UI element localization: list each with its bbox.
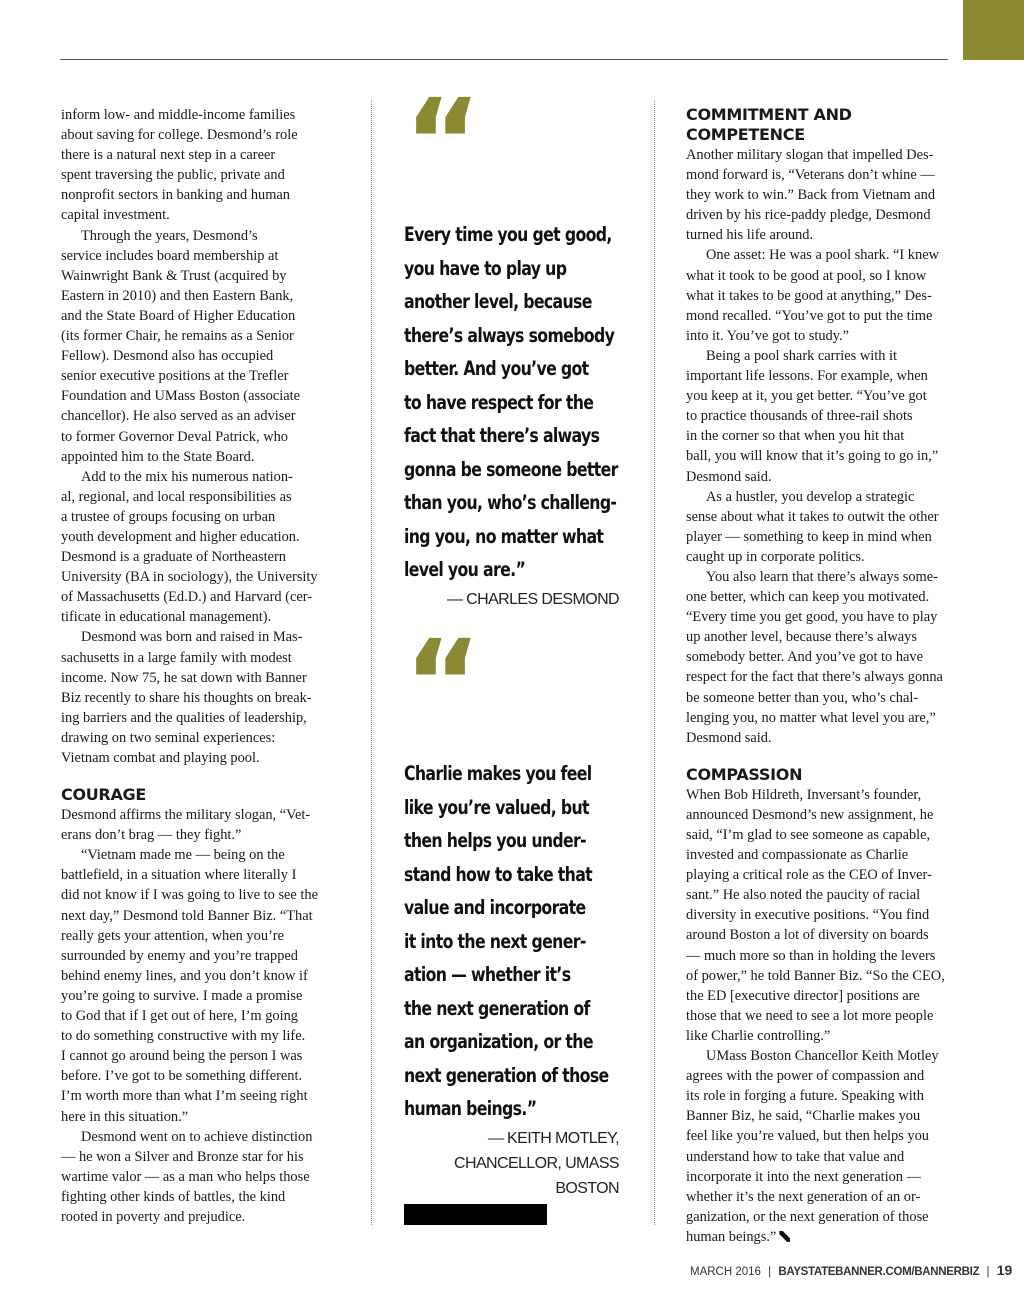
body-paragraph: Desmond affirms the military slogan, “Vet- erans don’t brag — they fight.” bbox=[61, 807, 311, 844]
footer-separator: | bbox=[768, 1266, 772, 1278]
issue-date: MARCH 2016 bbox=[690, 1266, 761, 1278]
corner-color-tab bbox=[963, 0, 1024, 60]
body-paragraph-last bbox=[686, 1046, 964, 1247]
pull-quote-attribution: — KEITH MOTLEY, CHANCELLOR, UMASS BOSTON bbox=[454, 1129, 619, 1197]
column-divider bbox=[371, 100, 372, 1225]
pull-quote bbox=[404, 73, 619, 612]
body-paragraph: Another military slogan that impelled Des- mond forward is, “Veterans don’t whine — they work to win.” Back from Vietnam and driven by his rice-paddy pledge, Desmond turned his life around. bbox=[686, 147, 936, 244]
quote-mark-icon: “ bbox=[404, 614, 476, 752]
column-divider bbox=[654, 100, 655, 1225]
left-column bbox=[61, 105, 337, 1227]
end-of-article-icon bbox=[779, 1231, 790, 1242]
body-paragraph: inform low- and middle-income families about saving for college. Desmond’s role there is a natural next step in a career spent traversing the public, private and nonprofit sectors in banking and human capital investment. bbox=[61, 107, 298, 224]
body-paragraph: When Bob Hildreth, Inversant’s founder, announced Desmond’s new assignment, he said, “I’m glad to see someone as capable, invested and compassionate as Charlie playing a critical role as the CEO of Inver- sant.” He also noted the paucity of racial diversity in executive positions. “You find around Boston a lot of diversity on boards — much more so than in holding the levers of power,” he told Banner Biz. “So the CEO, the ED [executive director] positions are those that we need to see a lot more people like Charlie controlling.” bbox=[686, 786, 945, 1044]
body-paragraph: As a hustler, you develop a strategic sense about what it takes to outwit the other player — something to keep in mind when caught up in corporate politics. bbox=[686, 488, 939, 565]
section-heading-commitment: COMMITMENT AND COMPETENCE bbox=[686, 105, 852, 144]
section-heading-compassion: COMPASSION bbox=[686, 764, 803, 784]
page-number: 19 bbox=[996, 1262, 1013, 1278]
footer-separator: | bbox=[986, 1266, 990, 1278]
last-paragraph-text: UMass Boston Chancellor Keith Motley agrees with the power of compassion and its role in forging a future. Speaking with Banner Biz, he said, “Charlie makes you feel like you’re valued, but then helps you understand how to take that value and incorporate it into the next generation — whether it’s the next generation of an or- ganization, or the next generation of those human beings.” bbox=[686, 1048, 939, 1245]
body-paragraph: Desmond was born and raised in Mas- sachusetts in a large family with modest income. Now 75, he sat down with Banner Biz recently to share his thoughts on break- ing barriers and the qualities of leadership, drawing on two seminal experiences: Vietnam combat and playing pool. bbox=[61, 629, 312, 766]
decorative-black-bar bbox=[404, 1204, 547, 1225]
body-paragraph: Through the years, Desmond’s service includes board membership at Wainwright Bank & Trust (acquired by Eastern in 2010) and then Eastern Bank, and the State Board of Higher Education (its former Chair, he remains as a Senior Fellow). Desmond also has occupied senior executive positions at the Trefler Foundation and UMass Boston (associate chancellor). He also served as an adviser to former Governor Deval Patrick, who appointed him to the State Board. bbox=[61, 227, 301, 465]
body-paragraph: Desmond went on to achieve distinction — he won a Silver and Bronze star for his wartime valor — as a man who helps those fighting other kinds of battles, the kind rooted in poverty and prejudice. bbox=[61, 1128, 313, 1225]
body-paragraph: Being a pool shark carries with it important life lessons. For example, when you keep at it, you get better. “You’ve got to practice thousands of three-rail shots in the corner so that when you hit that ball, you will know that it’s going to go in,” Desmond said. bbox=[686, 347, 939, 485]
body-paragraph: You also learn that there’s always some- one better, which can keep you motivated. “Every time you get good, you have to play up another level, because there’s always somebody better. And you’ve got to have respect for the fact that there’s always gonna be someone better than you, who’s chal- lenging you, no matter what level you are,” Desmond said. bbox=[686, 568, 943, 746]
section-heading-courage: COURAGE bbox=[61, 785, 147, 805]
right-column bbox=[686, 105, 964, 1247]
body-paragraph: Add to the mix his numerous nation- al, regional, and local responsibilities as a trustee of groups focusing on urban youth development and higher education. Desmond is a graduate of Northeastern University (BA in sociology), the University of Massachusetts (Ed.D.) and Harvard (cer- tificate in educational management). bbox=[61, 468, 318, 626]
body-paragraph: One asset: He was a pool shark. “I knew what it took to be good at pool, so I know what it takes to be good at anything,” Des- mond recalled. “You’ve got to put the time into it. You’ve got to study.” bbox=[686, 247, 939, 344]
page-footer bbox=[690, 1262, 1013, 1278]
pull-quote-text: Charlie makes you feel like you’re valued, but then helps you under- stand how to take that value and incorporate it into the next gener- ation — whether it’s the next generation of an organization, or the next generation of those human beings.” bbox=[404, 762, 609, 1120]
pull-quote bbox=[404, 614, 619, 1201]
quote-mark-icon: “ bbox=[404, 73, 476, 211]
body-paragraph: “Vietnam made me — being on the battlefield, in a situation where literally I did not know if I was going to live to see the next day,” Desmond told Banner Biz. “That really gets your attention, when you’re surrounded by enemy and you’re trapped behind enemy lines, and you don’t know if you’re going to survive. I made a promise to God that if I get out of here, I’m going to do something constructive with my life. I cannot go around being the person I was before. I’ve got to be something different. I’m worth more than what I’m seeing right here in this situation.” bbox=[61, 847, 318, 1125]
header-rule bbox=[60, 59, 948, 60]
pull-quote-text: Every time you get good, you have to play up another level, because there’s always somebody better. And you’ve got to have respect for the fact that there’s always gonna be someone better than you, who’s challeng- ing you, no matter what level you are.” bbox=[404, 223, 618, 581]
site-url: BAYSTATEBANNER.COM/BANNERBIZ bbox=[778, 1266, 980, 1278]
pull-quote-attribution: — CHARLES DESMOND bbox=[446, 590, 619, 608]
